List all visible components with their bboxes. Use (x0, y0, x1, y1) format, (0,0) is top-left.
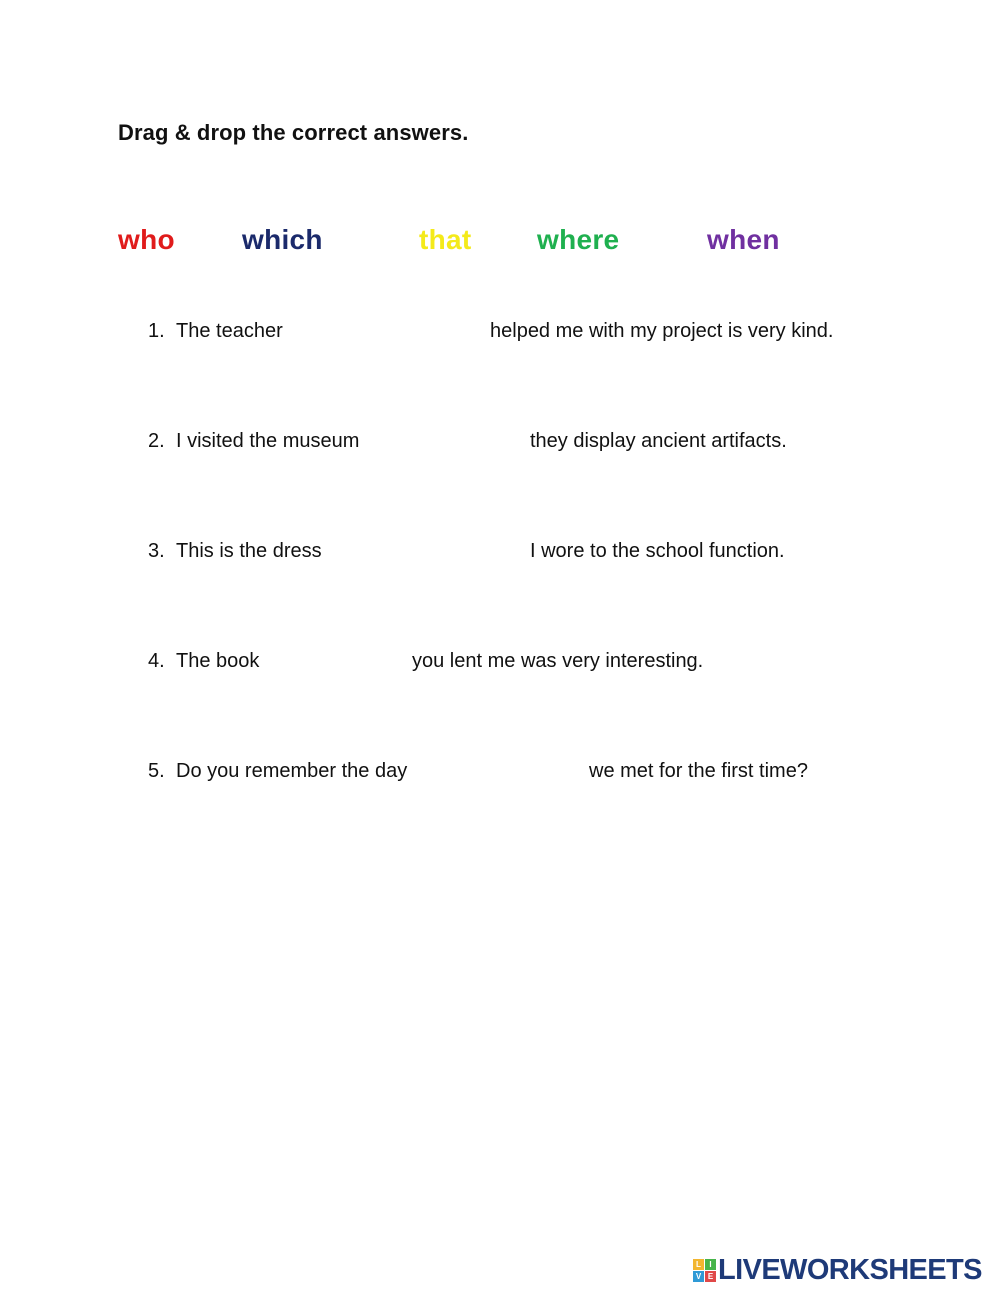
answer-drop-zone[interactable] (435, 758, 585, 784)
word-that[interactable]: that (419, 224, 472, 255)
instruction-heading: Drag & drop the correct answers. (118, 120, 469, 145)
logo-mark-tile: V (693, 1271, 704, 1282)
word-which[interactable]: which (242, 224, 323, 255)
sentence-end: helped me with my project is very kind. (490, 320, 834, 342)
sentence-end: they display ancient artifacts. (530, 430, 787, 452)
answer-drop-zone[interactable] (272, 648, 408, 674)
logo-mark-tile: I (705, 1259, 716, 1270)
sentence-start: The teacher (176, 320, 283, 342)
question-number: 5. (148, 760, 165, 782)
word-when[interactable]: when (707, 224, 780, 255)
logo-text: LIVEWORKSHEETS (718, 1254, 982, 1286)
liveworksheets-logo (693, 1255, 982, 1285)
word-where[interactable]: where (537, 224, 620, 255)
question-number: 1. (148, 320, 165, 342)
sentence-start: This is the dress (176, 540, 322, 562)
answer-drop-zone[interactable] (338, 538, 526, 564)
question-number: 3. (148, 540, 165, 562)
sentence-start: The book (176, 650, 260, 672)
logo-mark-icon (693, 1259, 716, 1282)
sentence-end: you lent me was very interesting. (412, 650, 704, 672)
sentence-end: we met for the first time? (589, 760, 808, 782)
answer-drop-zone[interactable] (298, 318, 486, 344)
logo-mark-tile: E (705, 1271, 716, 1282)
word-who[interactable]: who (118, 224, 175, 255)
sentence-end: I wore to the school function. (530, 540, 785, 562)
sentence-start: I visited the museum (176, 430, 360, 452)
answer-drop-zone[interactable] (386, 428, 526, 454)
question-number: 2. (148, 430, 165, 452)
question-number: 4. (148, 650, 165, 672)
sentence-start: Do you remember the day (176, 760, 408, 782)
logo-mark-tile: L (693, 1259, 704, 1270)
